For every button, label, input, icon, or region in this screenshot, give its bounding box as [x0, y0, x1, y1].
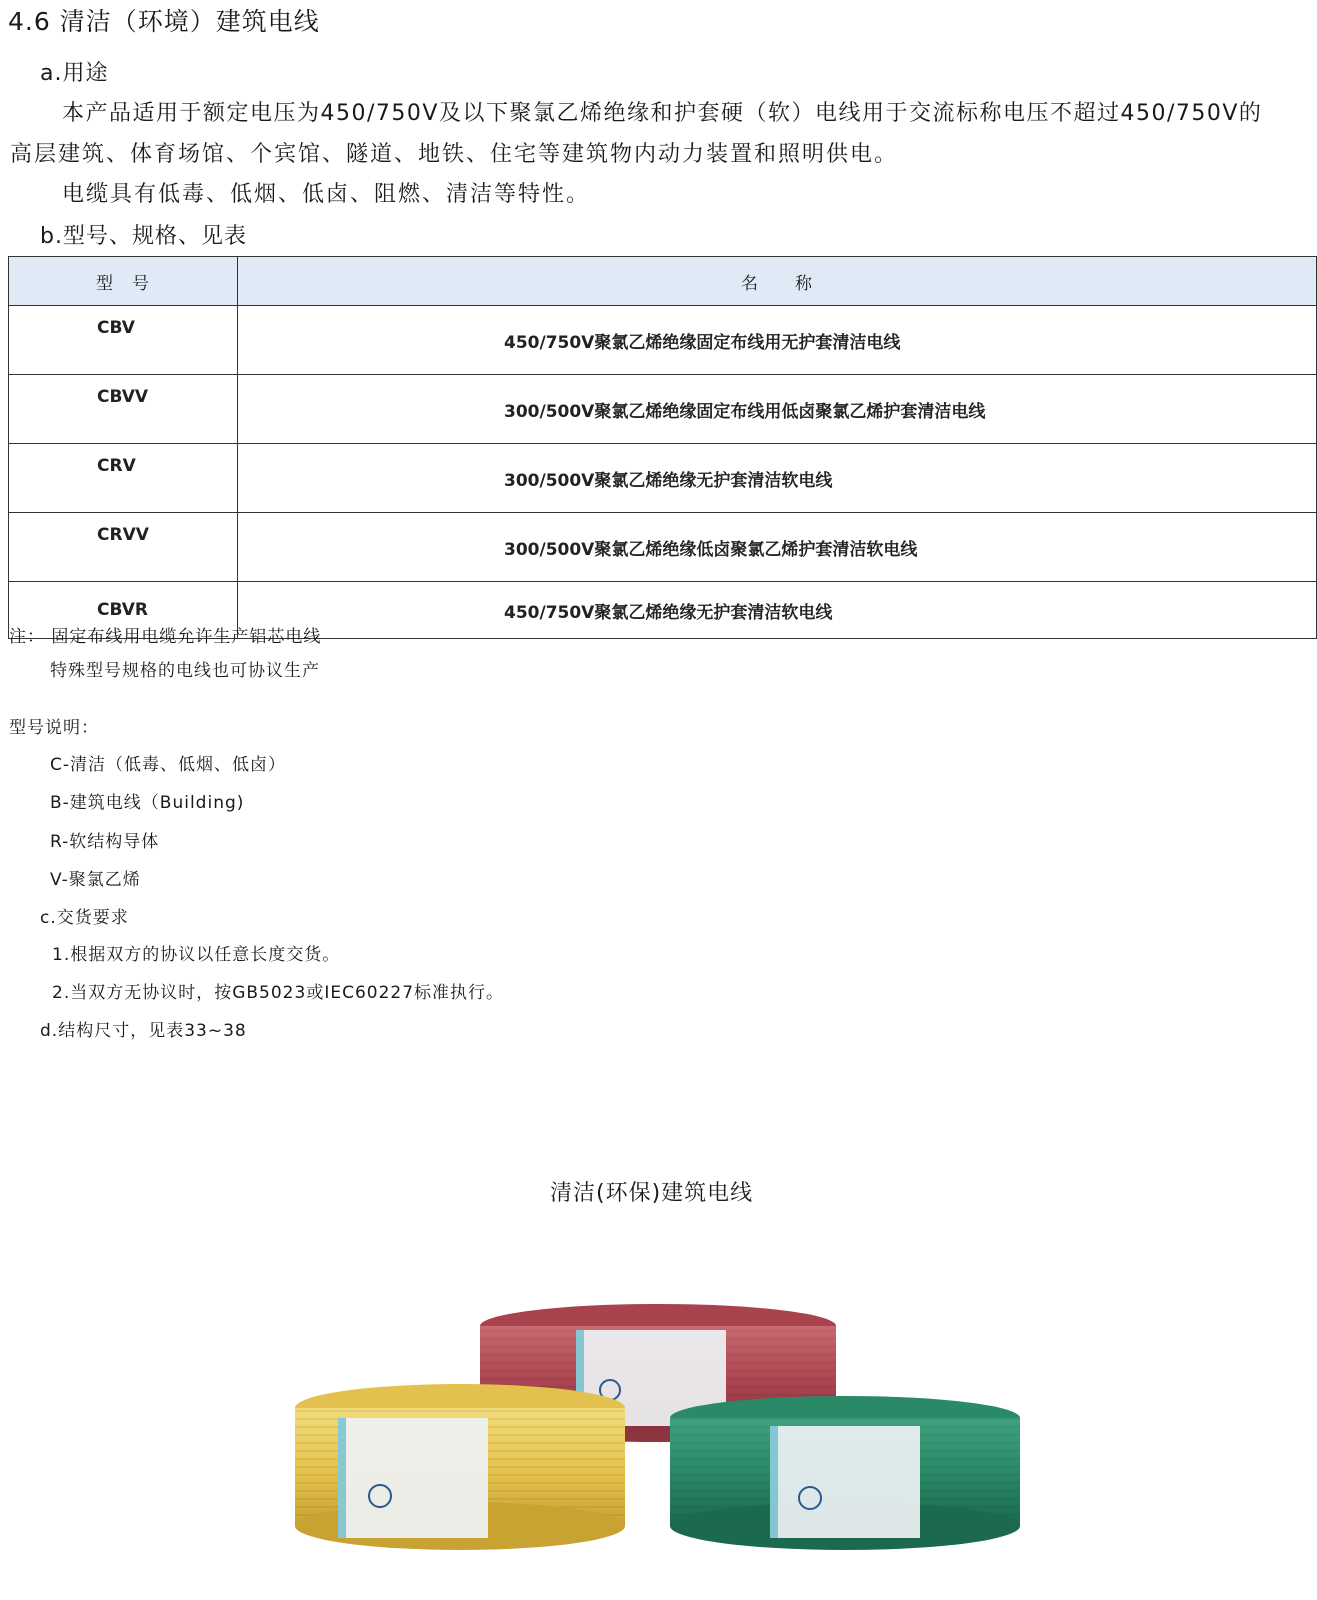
- yellow-coil: [295, 1384, 625, 1550]
- header-name: 名 称: [238, 257, 1317, 306]
- cell-model: CBVR: [9, 582, 238, 639]
- model-desc-item: C-清洁（低毒、低烟、低卤）: [50, 755, 287, 775]
- cell-name: 450/750V聚氯乙烯绝缘无护套清洁软电线: [238, 582, 1317, 639]
- table-row: [9, 444, 1317, 513]
- usage-heading: a.用途: [40, 61, 109, 86]
- cell-name: 450/750V聚氯乙烯绝缘固定布线用无护套清洁电线: [238, 306, 1317, 375]
- cell-model: CRVV: [9, 513, 238, 582]
- photo-caption: 清洁(环保)建筑电线: [550, 1181, 754, 1206]
- delivery-item: 1.根据双方的协议以任意长度交货。: [52, 945, 341, 965]
- section-title: 4.6 清洁（环境）建筑电线: [8, 7, 320, 36]
- table-row: [9, 513, 1317, 582]
- note-line-1: 注： 固定布线用电缆允许生产铝芯电线: [9, 627, 322, 647]
- cell-name: 300/500V聚氯乙烯绝缘低卤聚氯乙烯护套清洁软电线: [238, 513, 1317, 582]
- note-line-2: 特殊型号规格的电线也可协议生产: [50, 661, 320, 681]
- cell-name: 300/500V聚氯乙烯绝缘固定布线用低卤聚氯乙烯护套清洁电线: [238, 375, 1317, 444]
- table-header-row: [9, 257, 1317, 306]
- cell-model: CRV: [9, 444, 238, 513]
- usage-paragraph-2: 电缆具有低毒、低烟、低卤、阻燃、清洁等特性。: [62, 182, 591, 207]
- table-row: [9, 375, 1317, 444]
- model-desc-item: B-建筑电线（Building): [50, 793, 245, 813]
- model-desc-heading: 型号说明：: [9, 718, 99, 738]
- model-desc-item: R-软结构导体: [50, 832, 160, 852]
- cell-model: CBV: [9, 306, 238, 375]
- delivery-item: 2.当双方无协议时，按GB5023或IEC60227标准执行。: [52, 983, 505, 1003]
- model-desc-item: V-聚氯乙烯: [50, 870, 141, 890]
- structure-note: d.结构尺寸，见表33~38: [40, 1021, 247, 1041]
- cell-name: 300/500V聚氯乙烯绝缘无护套清洁软电线: [238, 444, 1317, 513]
- green-coil: [670, 1396, 1020, 1550]
- usage-paragraph-line2: 高层建筑、体育场馆、个宾馆、隧道、地铁、住宅等建筑物内动力装置和照明供电。: [10, 142, 899, 167]
- delivery-heading: c.交货要求: [40, 908, 129, 928]
- header-model: 型 号: [9, 257, 238, 306]
- usage-paragraph-line1: 本产品适用于额定电压为450/750V及以下聚氯乙烯绝缘和护套硬（软）电线用于交流标称电压不超过450/750V的: [62, 101, 1263, 126]
- table-row: [9, 306, 1317, 375]
- spec-table: [8, 256, 1317, 639]
- wire-coils-photo: [280, 1300, 1040, 1560]
- spec-heading: b.型号、规格、见表: [40, 224, 247, 249]
- cell-model: CBVV: [9, 375, 238, 444]
